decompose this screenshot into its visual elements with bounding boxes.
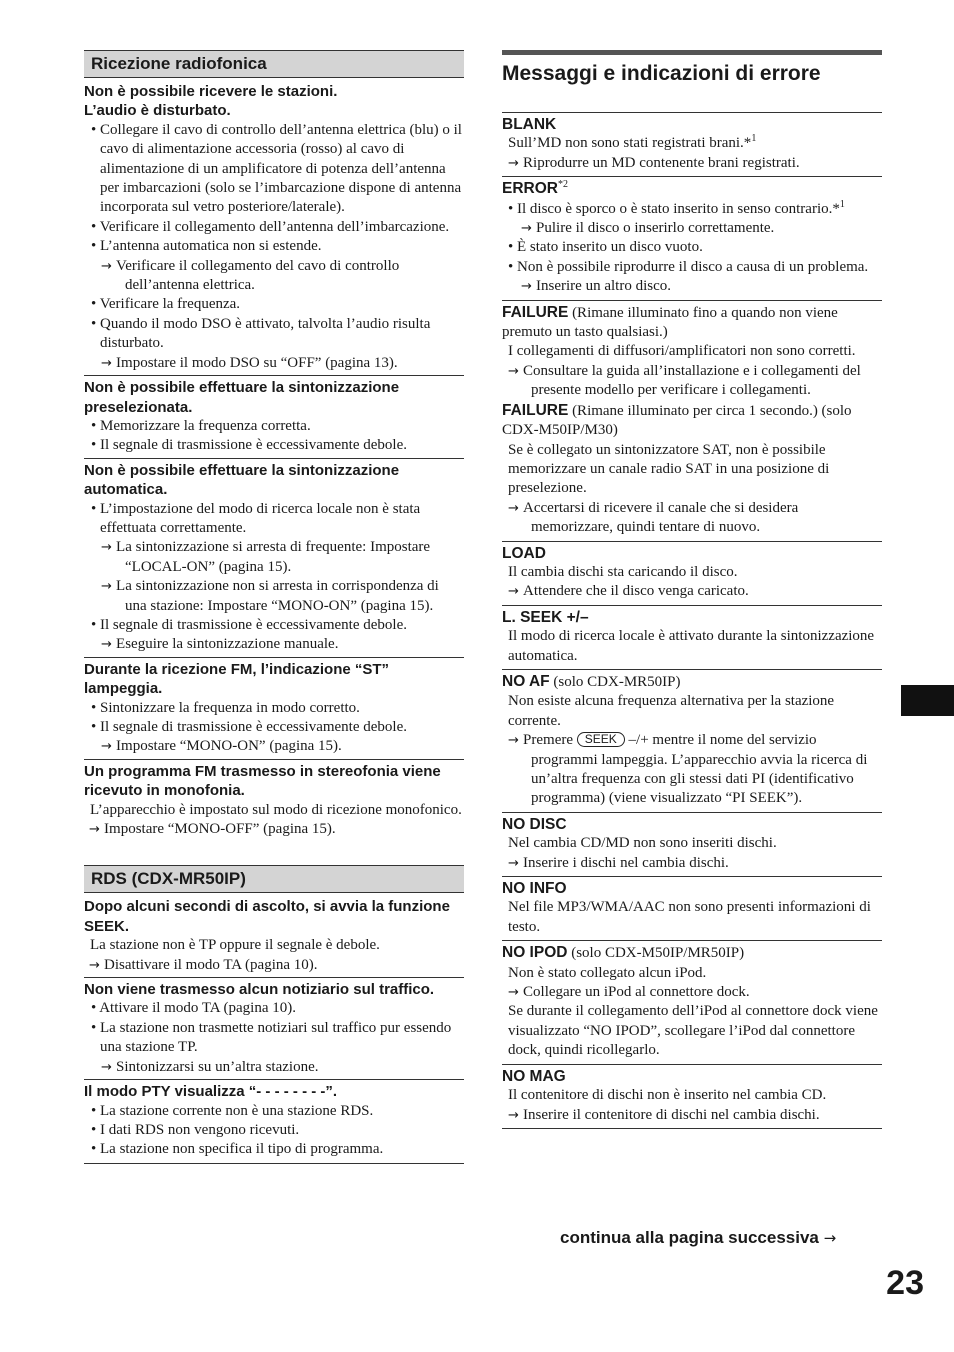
message-remedy: → Attendere che il disco venga caricato. xyxy=(502,582,882,601)
faq-text: L’apparecchio è impostato sul modo di ricezione monofonico. xyxy=(90,801,462,818)
faq-item: • L’impostazione del modo di ricerca locale non è stata effettuata correttamente. xyxy=(84,500,464,539)
faq-remedy: → Impostare “MONO-ON” (pagina 15). xyxy=(84,737,464,756)
message-text: Il cambia dischi sta caricando il disco. xyxy=(508,563,738,580)
faq-item: • La stazione non specifica il tipo di programma. xyxy=(84,1140,464,1159)
right-column xyxy=(502,50,882,1129)
section-title-rds: RDS (CDX-MR50IP) xyxy=(84,865,464,893)
faq-item: • Il segnale di trasmissione è eccessivamente debole. xyxy=(84,718,464,737)
msg-no-ipod xyxy=(502,940,882,1060)
faq-item: • Memorizzare la frequenza corretta. xyxy=(84,417,464,436)
message-label: NO AF (solo CDX-MR50IP) xyxy=(502,672,681,690)
message-text: Sull’MD non sono stati registrati brani.*$^1$ xyxy=(508,133,757,152)
faq-question: Un programma FM trasmesso in stereofonia viene ricevuto in monofonia. xyxy=(84,762,441,800)
message-label: BLANK xyxy=(502,116,557,133)
faq-block-preset-tuning xyxy=(84,375,464,456)
message-text: Se durante il collegamento dell’iPod al connettore dock viene visualizzato “NO IPOD”, scollegare l’iPod dal connettore dock, quindi ricollegarlo. xyxy=(508,1003,878,1059)
seek-key-icon: SEEK xyxy=(577,732,625,747)
faq-item: • Verificare la frequenza. xyxy=(84,295,464,314)
faq-remedy: → Impostare il modo DSO su “OFF” (pagina 13). xyxy=(84,354,464,373)
page-title: Messaggi e indicazioni di errore xyxy=(502,50,882,113)
faq-block-no-reception xyxy=(84,82,464,373)
divider xyxy=(502,1128,882,1129)
message-label: NO DISC xyxy=(502,815,567,833)
thumb-index-tab xyxy=(901,685,954,716)
faq-remedy: → La sintonizzazione non si arresta in corrispondenza di una stazione: Impostare “MONO-ON” (pagina 15). xyxy=(84,577,464,616)
message-remedy: → Consultare la guida all’installazione e i collegamenti del presente modello per verificare i collegamenti. xyxy=(502,362,882,401)
faq-block-st-flashing xyxy=(84,657,464,757)
msg-no-disc xyxy=(502,812,882,873)
faq-item: • Quando il modo DSO è attivato, talvolta l’audio risulta disturbato. xyxy=(84,315,464,354)
faq-question: Non è possibile effettuare la sintonizzazione preselezionata. xyxy=(84,379,400,416)
faq-block-auto-tuning xyxy=(84,458,464,655)
faq-item: • Il segnale di trasmissione è eccessivamente debole. xyxy=(84,616,464,635)
faq-item: • Il segnale di trasmissione è eccessivamente debole. xyxy=(84,436,464,455)
faq-block-mono xyxy=(84,759,464,840)
msg-lseek xyxy=(502,605,882,666)
faq-remedy: → Disattivare il modo TA (pagina 10). xyxy=(84,956,464,975)
faq-question: Non viene trasmesso alcun notiziario sul traffico. xyxy=(84,981,435,999)
continue-next-page: continua alla pagina successiva → xyxy=(560,1228,837,1247)
section-title-radio: Ricezione radiofonica xyxy=(84,50,464,78)
divider xyxy=(84,1163,464,1164)
message-text: Non è stato collegato alcun iPod. xyxy=(508,964,707,981)
message-remedy: → Accertarsi di ricevere il canale che si desidera memorizzare, quindi tentare di nuovo. xyxy=(502,499,882,538)
faq-question: Non è possibile effettuare la sintonizzazione automatica. xyxy=(84,461,400,499)
faq-block-traffic xyxy=(84,977,464,1077)
msg-failure xyxy=(502,300,882,538)
msg-load xyxy=(502,541,882,602)
message-remedy: → Inserire un altro disco. xyxy=(502,277,882,296)
left-column xyxy=(84,50,464,1164)
message-text: Se è collegato un sintonizzatore SAT, non è possibile memorizzare un canale radio SAT in una posizione di preselezione. xyxy=(508,441,830,497)
message-text: Nel file MP3/WMA/AAC non sono presenti informazioni di testo. xyxy=(508,899,871,935)
faq-item: • La stazione corrente non è una stazione RDS. xyxy=(84,1102,464,1121)
message-item: • Il disco è sporco o è stato inserito in senso contrario.*$^1$ xyxy=(502,200,882,219)
message-remedy: → Premere SEEK –/+ mentre il nome del servizio programmi lampeggia. L’apparecchio avvia la ricerca di un’altra frequenza con gli stessi dati PI (identificativo programma) (viene visualizzato “PI SEEK”). xyxy=(502,731,882,809)
message-label: NO INFO xyxy=(502,880,567,898)
faq-item: • La stazione non trasmette notiziari sul traffico pur essendo una stazione TP. xyxy=(84,1019,464,1058)
message-text: Non esiste alcuna frequenza alternativa per la stazione corrente. xyxy=(508,693,835,729)
message-remedy: → Inserire il contenitore di dischi nel cambia dischi. xyxy=(502,1106,882,1125)
message-remedy: → Pulire il disco o inserirlo correttamente. xyxy=(502,219,882,238)
faq-item: • Attivare il modo TA (pagina 10). xyxy=(84,999,464,1018)
faq-item: • Verificare il collegamento dell’antenna dell’imbarcazione. xyxy=(84,218,464,237)
msg-no-info xyxy=(502,876,882,937)
msg-no-af xyxy=(502,669,882,809)
faq-item: • I dati RDS non vengono ricevuti. xyxy=(84,1121,464,1140)
message-label: NO IPOD (solo CDX-M50IP/MR50IP) xyxy=(502,944,745,962)
faq-question: Non è possibile ricevere le stazioni. xyxy=(84,83,338,100)
message-item: • È stato inserito un disco vuoto. xyxy=(502,238,882,257)
faq-question: Il modo PTY visualizza “- - - - - - - -”. xyxy=(84,1083,338,1101)
message-item: • Non è possibile riprodurre il disco a causa di un problema. xyxy=(502,258,882,277)
msg-error xyxy=(502,176,882,296)
faq-item: • L’antenna automatica non si estende. xyxy=(84,237,464,256)
message-remedy: → Inserire i dischi nel cambia dischi. xyxy=(502,854,882,873)
arrow-right-icon: → xyxy=(823,1229,837,1247)
message-remedy: → Riprodurre un MD contenente brani registrati. xyxy=(502,154,882,173)
message-text: Nel cambia CD/MD non sono inseriti dischi. xyxy=(508,835,777,852)
msg-no-mag xyxy=(502,1064,882,1125)
faq-text: La stazione non è TP oppure il segnale è debole. xyxy=(90,937,380,954)
message-label: ERROR$^{*2}$ xyxy=(502,179,568,198)
faq-question: L’audio è disturbato. xyxy=(84,102,231,120)
faq-question: Durante la ricezione FM, l’indicazione “ST” lampeggia. xyxy=(84,660,390,698)
faq-remedy: → Sintonizzarsi su un’altra stazione. xyxy=(84,1058,464,1077)
faq-remedy: → Verificare il collegamento del cavo di controllo dell’antenna elettrica. xyxy=(84,257,464,296)
faq-block-pty xyxy=(84,1079,464,1160)
message-label: FAILURE (Rimane illuminato fino a quando non viene premuto un tasto qualsiasi.) xyxy=(502,303,838,341)
faq-item: • Sintonizzare la frequenza in modo corretto. xyxy=(84,699,464,718)
message-text: I collegamenti di diffusori/amplificatori non sono corretti. xyxy=(508,343,856,360)
faq-remedy: → La sintonizzazione si arresta di frequente: Impostare “LOCAL-ON” (pagina 15). xyxy=(84,538,464,577)
message-label: NO MAG xyxy=(502,1067,566,1085)
message-label: FAILURE (Rimane illuminato per circa 1 secondo.) (solo CDX-M50IP/M30) xyxy=(502,401,852,439)
faq-block-seek xyxy=(84,897,464,975)
faq-remedy: → Eseguire la sintonizzazione manuale. xyxy=(84,635,464,654)
faq-item: • Collegare il cavo di controllo dell’antenna elettrica (blu) o il cavo di alimentazione accessoria (rosso) al cavo di alimentazione di un amplificatore di potenza dell’antenna per imbarcazioni (solo se l’imbarcazione dispone di antenna incorporata sul vetro posteriore/laterale). xyxy=(84,121,464,218)
message-label: LOAD xyxy=(502,544,546,562)
faq-remedy: → Impostare “MONO-OFF” (pagina 15). xyxy=(84,820,464,839)
message-text: Il modo di ricerca locale è attivato durante la sintonizzazione automatica. xyxy=(508,628,875,664)
msg-blank xyxy=(502,115,882,173)
page-number: 23 xyxy=(886,1264,924,1302)
message-text: Il contenitore di dischi non è inserito nel cambia CD. xyxy=(508,1087,827,1104)
message-remedy: → Collegare un iPod al connettore dock. xyxy=(502,983,882,1002)
message-label: L. SEEK +/– xyxy=(502,608,589,626)
faq-question: Dopo alcuni secondi di ascolto, si avvia la funzione SEEK. xyxy=(84,898,450,935)
